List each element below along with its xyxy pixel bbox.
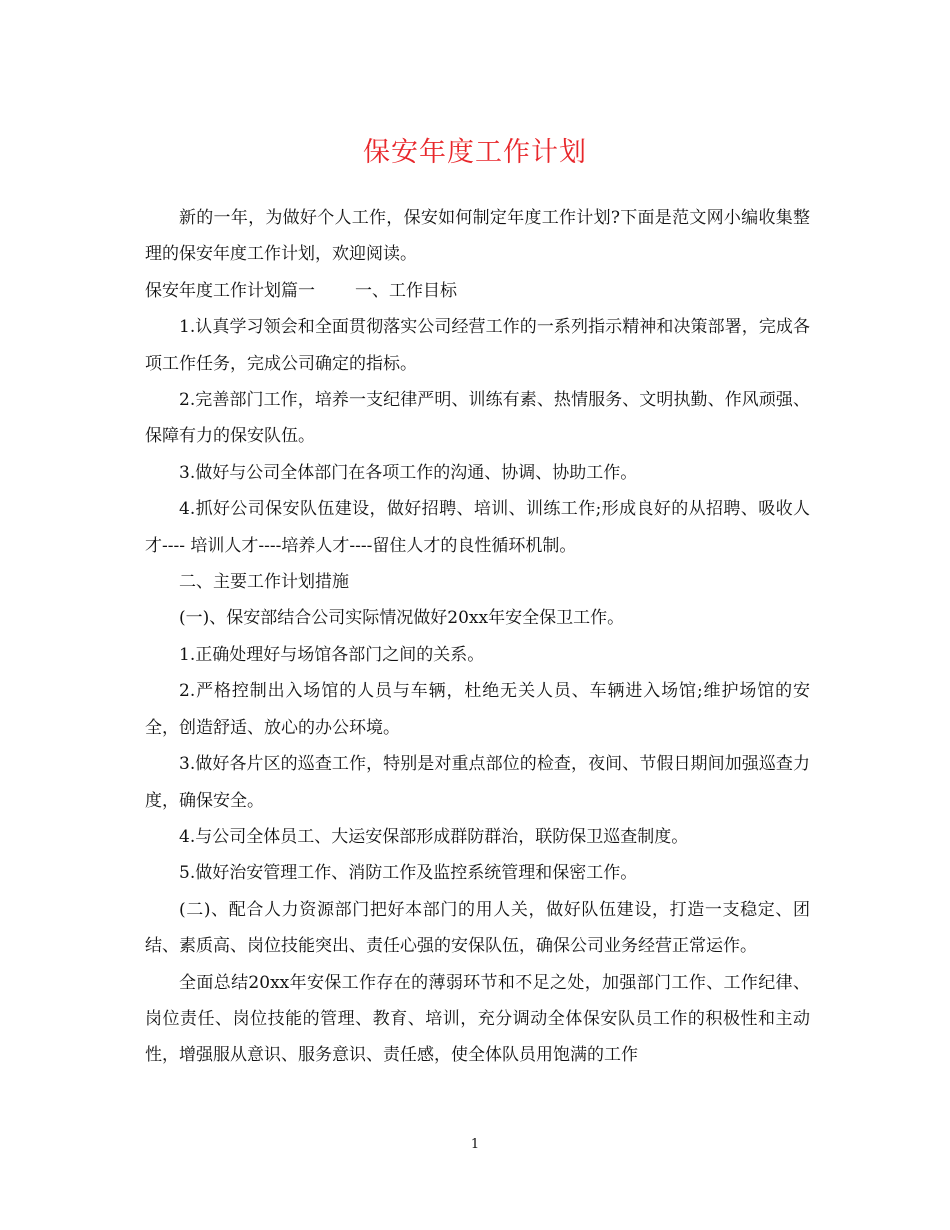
paragraph-subsection-2: (二)、配合人力资源部门把好本部门的用人关，做好队伍建设，打造一支稳定、团结、素质高、岗位技能突出、责任心强的安保队伍，确保公司业务经营正常运作。 [145,899,810,957]
paragraph-measure-1: 1.正确处理好与场馆各部门之间的关系。 [179,644,485,665]
document-title: 保安年度工作计划 [363,137,587,168]
paragraph-measure-2: 2.严格控制出入场馆的人员与车辆，杜绝无关人员、车辆进入场馆;维护场馆的安全，创造舒适、放心的办公环境。 [145,681,810,738]
paragraph-section-2-heading: 二、主要工作计划措施 [179,572,349,593]
paragraph-subsection-1: (一)、保安部结合公司实际情况做好20xx年安全保卫工作。 [179,608,625,629]
section-heading: 一、工作目标 [355,280,457,301]
paragraph-measure-3: 3.做好各片区的巡查工作，特别是对重点部位的检查，夜间、节假日期间加强巡查力度，确保安全。 [145,754,810,811]
page-number: 1 [470,1137,480,1152]
paragraph-goal-2: 2.完善部门工作，培养一支纪律严明、训练有素、热情服务、文明执勤、作风顽强、保障有力的保安队伍。 [145,390,810,447]
document-body [145,200,810,1074]
paragraph-intro: 新的一年，为做好个人工作，保安如何制定年度工作计划?下面是范文网小编收集整理的保安年度工作计划，欢迎阅读。 [145,208,810,265]
paragraph-summary: 全面总结20xx年安保工作存在的薄弱环节和不足之处，加强部门工作、工作纪律、岗位责任、岗位技能的管理、教育、培训，充分调动全体保安队员工作的积极性和主动性，增强服从意识、服务意识、责任感，使全体队员用饱满的工作 [145,972,810,1066]
paragraph-section-heading [145,273,810,309]
paragraph-goal-3: 3.做好与公司全体部门在各项工作的沟通、协调、协助工作。 [179,462,638,483]
paragraph-measure-5: 5.做好治安管理工作、消防工作及监控系统管理和保密工作。 [179,863,638,884]
paragraph-goal-4: 4.抓好公司保安队伍建设，做好招聘、培训、训练工作;形成良好的从招聘、吸收人才---- 培训人才----培养人才----留住人才的良性循环机制。 [145,499,810,556]
paragraph-goal-1: 1.认真学习领会和全面贯彻落实公司经营工作的一系列指示精神和决策部署，完成各项工作任务，完成公司确定的指标。 [145,317,810,374]
article-label: 保安年度工作计划篇一 [145,280,315,301]
paragraph-measure-4: 4.与公司全体员工、大运安保部形成群防群治，联防保卫巡查制度。 [179,826,689,847]
